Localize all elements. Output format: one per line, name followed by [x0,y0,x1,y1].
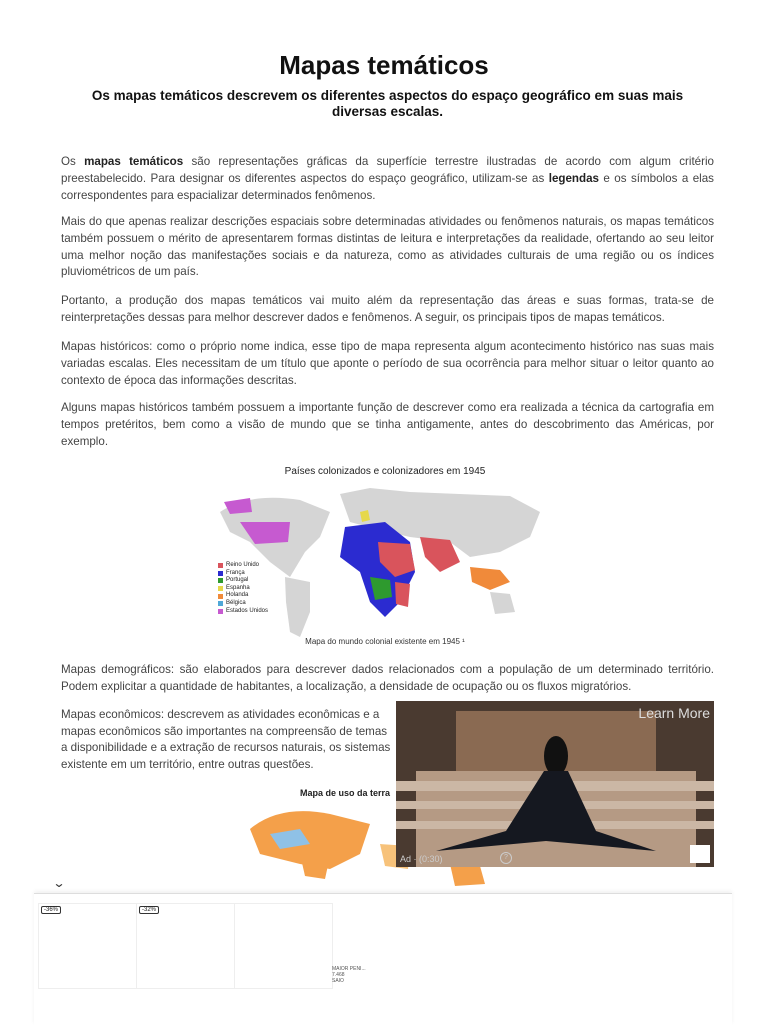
discount-badge: -32% [139,906,159,914]
ad-timer: Ad · (0:30) [400,854,443,864]
text: e os símbolos a elas correspondentes para espacializar determinados fenômenos. [61,171,714,202]
legend-item [218,608,268,616]
legend-swatch [218,586,223,591]
text-line: a disponibilidade e a extração de recursos naturais, os sistemas [61,741,391,754]
legend-swatch [218,609,223,614]
tray-tiny-text [332,966,366,984]
tiny-text: MAIOR PENI... [332,966,366,972]
chevron-down-icon[interactable]: ⌄ [52,876,66,890]
legend-swatch [218,594,223,599]
bold-term-mapas-tematicos: mapas temáticos [84,155,184,168]
text: são representações gráficas da superfície terrestre ilustradas de acordo com algum critério preestabelecido. Para designar os diferentes aspectos do espaço geográfico, utilizam-se as [61,155,714,185]
page-subtitle: Os mapas temáticos descrevem os diferentes aspectos do espaço geográfico em suas mais diversas escalas. [91,88,684,119]
legend-item [218,562,268,570]
collapse-tab[interactable] [34,873,54,895]
page-title: Mapas temáticos [279,50,489,80]
paragraph-historicos: Mapas históricos: como o próprio nome indica, esse tipo de mapa representa algum acontecimento histórico nas suas mais variadas escalas. Eles necessitam de um título que aponte o período de sua ocorrência para melhor situar o leitor quanto ao contexto de época das informações descritas. [61,340,714,387]
product-card[interactable] [38,903,137,989]
learn-more-button[interactable]: Learn More [638,705,710,721]
text-line: mapas econômicos são importantes na compreensão de temas [61,725,388,738]
map-legend [218,562,268,615]
legend-label: Holanda [226,592,249,599]
map-title: Mapa de uso da terra [300,788,391,798]
text-line: Mapas econômicos: descrevem as atividades econômicas e a [61,708,380,721]
legend-label: Bélgica [226,599,246,606]
legend-item [218,570,268,578]
bold-term-legendas: legendas [548,171,599,185]
legend-label: Espanha [226,584,250,591]
legend-item [218,600,268,608]
colonial-map-figure [210,462,560,652]
text: Os [61,155,85,168]
paragraph-demograficos: Mapas demográficos: são elaborados para descrever dados relacionados com a população de um determinado território. Podem explicitar a quantidade de habitantes, a localização, a densidade de ocupação ou os fluxos migratórios. [61,663,714,693]
paragraph-2: Mais do que apenas realizar descrições espaciais sobre determinadas atividades ou fenômenos naturais, os mapas temáticos também possuem o mérito de apresentarem formas distintas de leitura e interpretações da realidade, ofertando ao seu leitor uma melhor noção das manifestações sociais e da natureza, como as atividades culturais de uma região ou os índices pluviométricos de um país. [61,215,714,279]
legend-label: Estados Unidos [226,607,269,614]
text-line: existente em um território, entre outras questões. [61,758,314,771]
paragraph-intro [61,154,714,204]
video-frame-image [396,701,714,867]
video-ad-player[interactable] [396,701,714,867]
legend-label: Reino Unido [226,562,260,568]
legend-item [218,585,268,593]
help-icon[interactable]: ? [500,852,512,864]
legend-swatch [218,563,223,568]
legend-item [218,577,268,585]
expand-icon[interactable] [690,845,710,863]
discount-badge: -36% [41,906,61,914]
figure-caption: Mapa do mundo colonial existente em 1945 ¹ [305,637,465,646]
map-title: Países colonizados e colonizadores em 1945 [284,466,486,477]
tiny-text: 7.468 [332,972,345,978]
tiny-text: SAIO [332,978,344,984]
product-card[interactable] [234,903,333,989]
legend-swatch [218,601,223,606]
product-card[interactable] [136,903,235,989]
legend-swatch [218,578,223,583]
legend-label: França [226,569,245,576]
legend-item [218,592,268,600]
legend-swatch [218,571,223,576]
paragraph-3: Portanto, a produção dos mapas temáticos vai muito além da representação das áreas e suas formas, trata-se de reinterpretações dessas para melhor descrever dados e fenômenos. A seguir, os principais tipos de mapas temáticos. [61,294,714,324]
paragraph-5: Alguns mapas históricos também possuem a importante função de descrever como era realizada a técnica da cartografia em tempos pretéritos, bem como a visão de mundo que se tinha antigamente, antes do descobrimento das Américas, por exemplo. [61,401,714,448]
legend-label: Portugal [226,577,249,584]
